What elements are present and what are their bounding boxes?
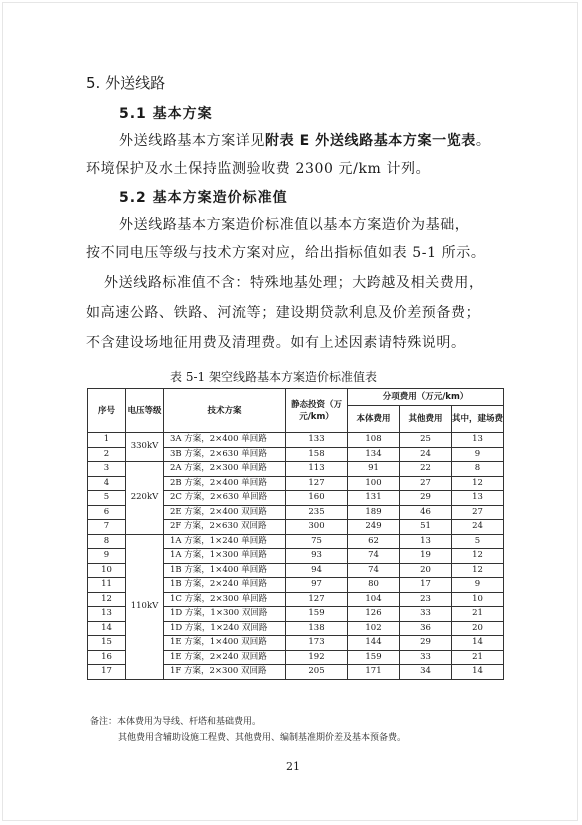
cell-plan: 1F 方案，2×300 双回路 [164,665,286,680]
cell-static-investment: 235 [286,505,348,520]
cell-body-cost: 102 [348,621,400,636]
header-site-cost: 其中，建场费 [452,406,504,433]
cell-seq: 14 [88,621,126,636]
header-static-investment: 静态投资（万元/km） [286,389,348,433]
cell-site-cost: 12 [452,476,504,491]
cell-other-cost: 25 [400,433,452,448]
cell-site-cost: 5 [452,534,504,549]
cell-plan: 2F 方案，2×630 双回路 [164,520,286,535]
cell-voltage: 330kV [126,433,164,462]
header-plan: 技术方案 [164,389,286,433]
cell-seq: 17 [88,665,126,680]
cell-body-cost: 108 [348,433,400,448]
paragraph-line: 如高速公路、铁路、河流等；建设期贷款利息及价差预备费； [86,305,481,321]
cell-static-investment: 97 [286,578,348,593]
cell-site-cost: 14 [452,636,504,651]
cell-static-investment: 159 [286,607,348,622]
cell-seq: 10 [88,563,126,578]
cell-plan: 1A 方案，1×300 单回路 [164,549,286,564]
cell-body-cost: 171 [348,665,400,680]
cell-body-cost: 80 [348,578,400,593]
cell-plan: 2A 方案，2×300 单回路 [164,462,286,477]
note-line: 其他费用含辅助设施工程费、其他费用、编制基准期价差及基本预备费。 [118,733,407,743]
cell-plan: 3A 方案，2×400 单回路 [164,433,286,448]
cell-other-cost: 23 [400,592,452,607]
cell-seq: 13 [88,607,126,622]
cell-site-cost: 21 [452,650,504,665]
note-line: 备注：本体费用为导线、杆塔和基础费用。 [90,717,262,727]
cell-seq: 9 [88,549,126,564]
cell-seq: 1 [88,433,126,448]
appendix-reference: 附表 E 外送线路基本方案一览表 [265,133,476,149]
cell-plan: 1A 方案，1×240 单回路 [164,534,286,549]
cell-plan: 1D 方案，1×240 双回路 [164,621,286,636]
cell-seq: 12 [88,592,126,607]
paragraph-line: 环境保护及水土保持监测验收费 2300 元/km 计列。 [86,161,431,177]
cell-other-cost: 20 [400,563,452,578]
cell-other-cost: 19 [400,549,452,564]
cell-static-investment: 300 [286,520,348,535]
cell-site-cost: 24 [452,520,504,535]
cell-seq: 3 [88,462,126,477]
cell-body-cost: 249 [348,520,400,535]
section-title: 5. 外送线路 [86,74,166,92]
cell-other-cost: 27 [400,476,452,491]
table-body [88,433,504,680]
cell-other-cost: 17 [400,578,452,593]
header-voltage: 电压等级 [126,389,164,433]
cell-site-cost: 9 [452,578,504,593]
cell-static-investment: 192 [286,650,348,665]
cell-voltage: 110kV [126,534,164,679]
cell-body-cost: 159 [348,650,400,665]
header-seq: 序号 [88,389,126,433]
cell-site-cost: 8 [452,462,504,477]
paragraph-line: 外送线路基本方案造价标准值以基本方案造价为基础， [119,217,470,233]
cell-other-cost: 33 [400,650,452,665]
cell-plan: 1E 方案，1×400 双回路 [164,636,286,651]
cell-seq: 4 [88,476,126,491]
cost-standard-table [87,388,504,680]
cell-plan: 2C 方案，2×630 单回路 [164,491,286,506]
cell-plan: 1B 方案，2×240 单回路 [164,578,286,593]
cell-site-cost: 14 [452,665,504,680]
cell-site-cost: 13 [452,491,504,506]
table-notes [90,714,406,746]
cell-body-cost: 74 [348,563,400,578]
cell-other-cost: 46 [400,505,452,520]
cell-static-investment: 93 [286,549,348,564]
cell-seq: 15 [88,636,126,651]
cell-other-cost: 13 [400,534,452,549]
cell-voltage: 220kV [126,462,164,535]
cell-static-investment: 160 [286,491,348,506]
cell-body-cost: 126 [348,607,400,622]
cell-other-cost: 34 [400,665,452,680]
subsection-title-standard-value: 5.2 基本方案造价标准值 [119,190,288,206]
cell-body-cost: 74 [348,549,400,564]
cell-static-investment: 127 [286,476,348,491]
cell-other-cost: 33 [400,607,452,622]
cell-static-investment: 133 [286,433,348,448]
cell-body-cost: 62 [348,534,400,549]
paragraph-line: 按不同电压等级与技术方案对应，给出指标值如表 5-1 所示。 [86,245,486,261]
cell-other-cost: 51 [400,520,452,535]
paragraph-line [119,130,491,150]
cell-site-cost: 20 [452,621,504,636]
header-body-cost: 本体费用 [348,406,400,433]
cell-body-cost: 144 [348,636,400,651]
cell-plan: 1B 方案，1×400 单回路 [164,563,286,578]
cell-static-investment: 75 [286,534,348,549]
cell-plan: 3B 方案，2×630 单回路 [164,447,286,462]
paragraph-text: 。 [475,133,491,149]
cell-plan: 1D 方案，1×300 双回路 [164,607,286,622]
table-row [88,462,504,477]
header-itemized-costs: 分项费用（万元/km） [348,389,504,406]
cell-body-cost: 189 [348,505,400,520]
cell-seq: 5 [88,491,126,506]
cell-site-cost: 21 [452,607,504,622]
cell-other-cost: 29 [400,491,452,506]
cell-plan: 2B 方案，2×400 单回路 [164,476,286,491]
cell-static-investment: 205 [286,665,348,680]
cell-seq: 8 [88,534,126,549]
cell-other-cost: 36 [400,621,452,636]
cell-seq: 7 [88,520,126,535]
cell-static-investment: 173 [286,636,348,651]
subsection-title-basic-plan: 5.1 基本方案 [119,106,213,122]
cell-static-investment: 158 [286,447,348,462]
cell-body-cost: 134 [348,447,400,462]
table-caption: 表 5-1 架空线路基本方案造价标准值表 [170,370,377,384]
cell-seq: 2 [88,447,126,462]
cell-body-cost: 104 [348,592,400,607]
paragraph-line: 不含建设场地征用费及清理费。如有上述因素请特殊说明。 [86,335,466,351]
paragraph-text: 外送线路基本方案详见 [119,133,265,149]
cell-other-cost: 24 [400,447,452,462]
cell-body-cost: 131 [348,491,400,506]
cell-static-investment: 127 [286,592,348,607]
cell-body-cost: 100 [348,476,400,491]
cell-site-cost: 12 [452,549,504,564]
cell-plan: 1C 方案，2×300 单回路 [164,592,286,607]
cell-body-cost: 91 [348,462,400,477]
cell-site-cost: 12 [452,563,504,578]
cell-site-cost: 27 [452,505,504,520]
table-row [88,433,504,448]
cell-site-cost: 13 [452,433,504,448]
cell-seq: 6 [88,505,126,520]
cell-static-investment: 113 [286,462,348,477]
page-number: 21 [286,760,300,773]
cell-seq: 16 [88,650,126,665]
header-other-cost: 其他费用 [400,406,452,433]
table-row [88,534,504,549]
cell-plan: 1E 方案，2×240 双回路 [164,650,286,665]
cell-static-investment: 94 [286,563,348,578]
cell-site-cost: 10 [452,592,504,607]
cell-other-cost: 22 [400,462,452,477]
cell-site-cost: 9 [452,447,504,462]
cell-seq: 11 [88,578,126,593]
cell-static-investment: 138 [286,621,348,636]
cell-other-cost: 29 [400,636,452,651]
cell-plan: 2E 方案，2×400 双回路 [164,505,286,520]
paragraph-line: 外送线路标准值不含：特殊地基处理；大跨越及相关费用， [104,275,484,291]
